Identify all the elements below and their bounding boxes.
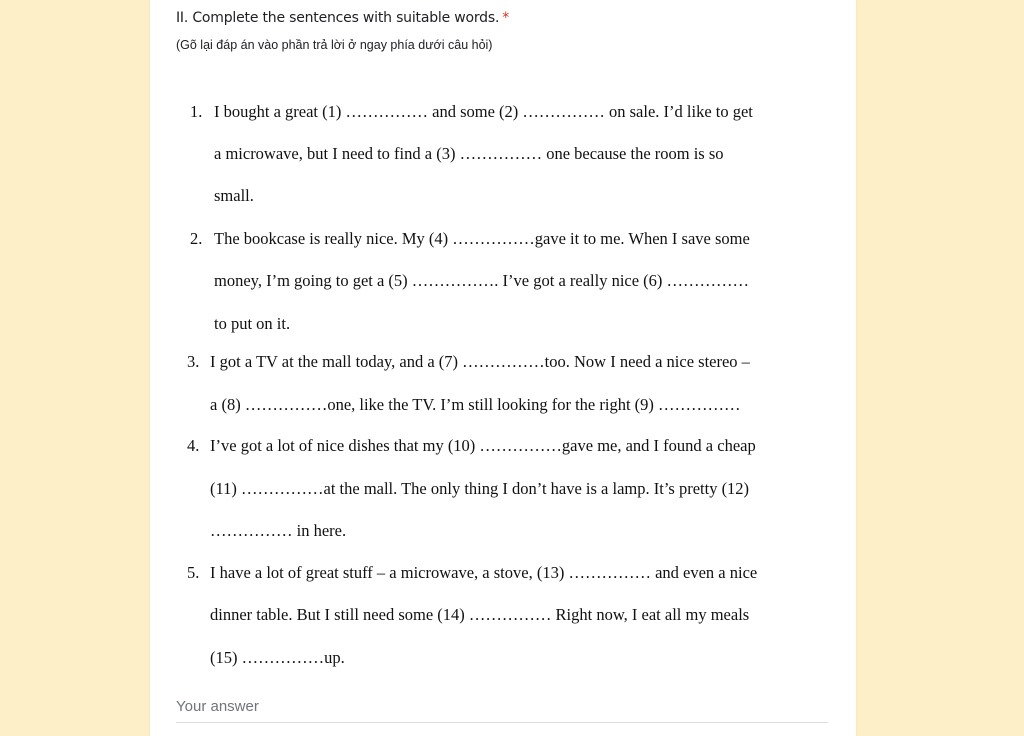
item-number: 1. xyxy=(190,102,203,121)
question-image xyxy=(178,78,838,678)
item-line: …………… in here. xyxy=(210,521,347,540)
item-number: 3. xyxy=(187,352,200,371)
item-line: dinner table. But I still need some (14) …………… Right now, I eat all my meals xyxy=(210,605,750,624)
item-line: money, I’m going to get a (5) ……………. I’ve got a really nice (6) …………… xyxy=(214,271,750,290)
item-line: a microwave, but I need to find a (3) …………… one because the room is so xyxy=(214,144,724,163)
item-number: 4. xyxy=(187,436,200,455)
item-line: The bookcase is really nice. My (4) ……………gave it to me. When I save some xyxy=(214,229,750,248)
item-line: (11) ……………at the mall. The only thing I don’t have is a lamp. It’s pretty (12) xyxy=(210,479,750,498)
item-line: to put on it. xyxy=(214,314,291,333)
item-line: I bought a great (1) …………… and some (2) …………… on sale. I’d like to get xyxy=(214,102,753,121)
item-number: 2. xyxy=(190,229,203,248)
question-card xyxy=(150,0,856,736)
answer-input[interactable]: Your answer xyxy=(176,698,259,715)
item-line: I have a lot of great stuff – a microwave, a stove, (13) …………… and even a nice xyxy=(210,563,758,582)
item-number: 5. xyxy=(187,563,200,582)
question-title xyxy=(176,10,509,26)
item-line: I got a TV at the mall today, and a (7) ……………too. Now I need a nice stereo – xyxy=(210,352,750,371)
required-asterisk: * xyxy=(502,10,510,26)
answer-input-underline xyxy=(176,722,828,723)
item-line: (15) ……………up. xyxy=(210,648,345,667)
item-line: a (8) ……………one, like the TV. I’m still looking for the right (9) …………… xyxy=(210,395,741,414)
question-hint: (Gõ lại đáp án vào phần trả lời ở ngay phía dưới câu hỏi) xyxy=(176,38,493,52)
item-line: I’ve got a lot of nice dishes that my (10) ……………gave me, and I found a cheap xyxy=(210,436,756,455)
question-title-text: II. Complete the sentences with suitable words. xyxy=(176,10,500,26)
item-line: small. xyxy=(214,186,254,205)
